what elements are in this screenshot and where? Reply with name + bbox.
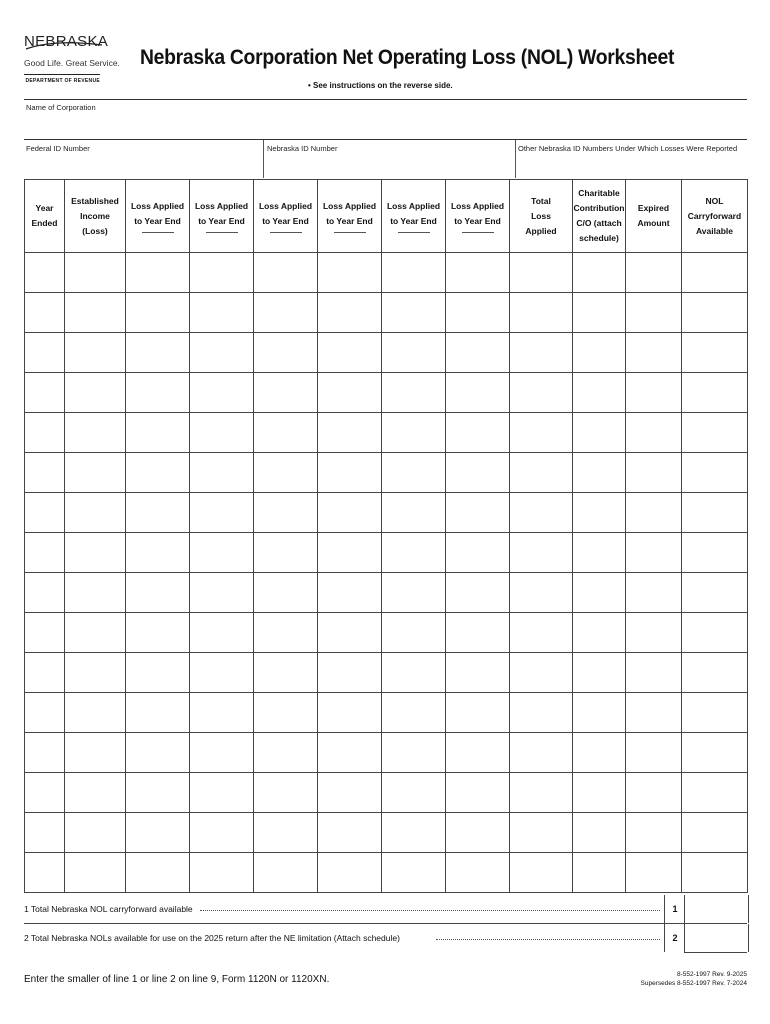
table-cell[interactable] [190,693,254,733]
leader-dots [200,910,660,911]
table-cell[interactable] [510,853,573,893]
table-cell[interactable] [446,453,510,493]
table-cell[interactable] [382,373,446,413]
column-header-text: Carryforward [687,210,742,221]
table-cell[interactable] [254,813,318,853]
table-cell[interactable] [25,733,65,773]
line-2-number: 2 [664,924,685,952]
table-cell[interactable] [190,453,254,493]
table-cell[interactable] [126,533,190,573]
table-cell[interactable] [25,453,65,493]
table-cell[interactable] [446,853,510,893]
table-row [25,693,748,733]
table-cell[interactable] [318,373,382,413]
table-cell[interactable] [254,613,318,653]
table-cell[interactable] [573,453,626,493]
table-row [25,333,748,373]
column-header [682,180,748,253]
table-cell[interactable] [126,293,190,333]
table-cell[interactable] [254,453,318,493]
table-cell[interactable] [190,533,254,573]
column-header-text: Total [531,195,551,206]
table-cell[interactable] [25,413,65,453]
table-cell[interactable] [318,773,382,813]
table-header-row [25,180,748,253]
column-header-text: C/O (attach [576,218,622,228]
table-cell[interactable] [573,613,626,653]
table-cell[interactable] [254,493,318,533]
table-cell[interactable] [573,853,626,893]
table-cell[interactable] [190,573,254,613]
table-cell[interactable] [626,493,682,533]
table-cell[interactable] [382,333,446,373]
table-cell[interactable] [446,773,510,813]
table-row [25,453,748,493]
table-cell[interactable] [382,573,446,613]
table-cell[interactable] [65,613,126,653]
column-header-text: to Year End [134,216,181,226]
table-cell[interactable] [25,373,65,413]
table-cell[interactable] [510,413,573,453]
table-cell[interactable] [318,533,382,573]
table-cell[interactable] [382,653,446,693]
column-header-text: Loss Applied [450,201,505,211]
column-header-text: Charitable [578,188,620,198]
column-header-text: Year [35,203,54,213]
table-cell[interactable] [682,853,748,893]
column-header-text: Loss Applied [130,201,185,211]
other-ids-field[interactable] [516,155,746,177]
table-cell[interactable] [65,293,126,333]
table-cell[interactable] [190,253,254,293]
table-cell[interactable] [25,573,65,613]
table-cell[interactable] [318,573,382,613]
column-header-text: Income [80,210,110,221]
table-cell[interactable] [446,653,510,693]
nebraska-id-field[interactable] [264,155,514,177]
table-row [25,373,748,413]
table-cell[interactable] [382,693,446,733]
table-cell[interactable] [682,813,748,853]
table-cell[interactable] [682,613,748,653]
column-header-text: Loss Applied [322,201,377,211]
table-cell[interactable] [190,293,254,333]
table-cell[interactable] [573,573,626,613]
table-cell[interactable] [573,693,626,733]
table-cell[interactable] [626,853,682,893]
table-row [25,853,748,893]
table-cell[interactable] [626,293,682,333]
table-cell[interactable] [626,333,682,373]
table-cell[interactable] [318,653,382,693]
table-cell[interactable] [254,573,318,613]
table-cell[interactable] [573,533,626,573]
other-ids-label: Other Nebraska ID Numbers Under Which Losses Were Reported [518,144,738,153]
table-row [25,293,748,333]
table-row [25,773,748,813]
table-cell[interactable] [573,293,626,333]
table-cell[interactable] [626,253,682,293]
table-cell[interactable] [510,533,573,573]
table-cell[interactable] [254,653,318,693]
table-cell[interactable] [126,813,190,853]
table-row [25,493,748,533]
table-cell[interactable] [510,253,573,293]
table-cell[interactable] [682,253,748,293]
table-cell[interactable] [626,813,682,853]
column-header [510,180,573,253]
table-cell[interactable] [510,373,573,413]
table-cell[interactable] [318,453,382,493]
table-cell[interactable] [254,253,318,293]
table-cell[interactable] [318,693,382,733]
table-cell[interactable] [254,733,318,773]
column-header-text: to Year End [390,216,437,226]
year-blank-line [142,232,174,233]
name-of-corporation-field[interactable] [24,114,747,138]
table-cell[interactable] [190,773,254,813]
table-cell[interactable] [126,693,190,733]
nebraska-id-label: Nebraska ID Number [267,144,338,153]
year-blank-line [462,232,494,233]
table-cell[interactable] [382,733,446,773]
table-cell[interactable] [65,693,126,733]
column-header [25,180,65,253]
column-header [446,180,510,253]
table-cell[interactable] [682,453,748,493]
table-cell[interactable] [25,693,65,733]
table-cell[interactable] [446,413,510,453]
form-title: Nebraska Corporation Net Operating Loss (NOL) Worksheet [140,46,675,69]
instructions-note: • See instructions on the reverse side. [308,81,453,90]
table-cell[interactable] [510,773,573,813]
table-cell[interactable] [446,373,510,413]
table-cell[interactable] [626,453,682,493]
table-cell[interactable] [446,733,510,773]
line-1-label: 1 Total Nebraska NOL carryforward available [24,904,193,914]
table-cell[interactable] [382,773,446,813]
table-cell[interactable] [510,493,573,533]
table-cell[interactable] [65,413,126,453]
summary-line-2 [24,924,747,952]
table-cell[interactable] [318,493,382,533]
table-cell[interactable] [65,493,126,533]
summary-bottom-rule [684,952,747,953]
table-row [25,413,748,453]
table-cell[interactable] [65,733,126,773]
table-cell[interactable] [126,373,190,413]
federal-id-field[interactable] [24,155,262,177]
table-cell[interactable] [682,733,748,773]
table-cell[interactable] [446,253,510,293]
table-cell[interactable] [126,493,190,533]
table-cell[interactable] [573,733,626,773]
table-cell[interactable] [446,533,510,573]
table-cell[interactable] [25,773,65,813]
table-cell[interactable] [446,333,510,373]
table-cell[interactable] [573,773,626,813]
table-cell[interactable] [126,413,190,453]
summary-line-1 [24,895,747,923]
supersedes-line: Supersedes 8-552-1997 Rev. 7-2024 [640,980,747,987]
column-header-text: NOL [705,195,724,206]
nol-worksheet-table [24,179,748,893]
logo-swoosh-icon [24,33,109,55]
table-cell[interactable] [382,853,446,893]
table-cell[interactable] [126,573,190,613]
table-cell[interactable] [254,373,318,413]
name-of-corporation-label: Name of Corporation [26,103,96,112]
table-cell[interactable] [126,853,190,893]
federal-id-label: Federal ID Number [26,144,90,153]
table-cell[interactable] [126,773,190,813]
table-cell[interactable] [682,293,748,333]
table-row [25,573,748,613]
table-cell[interactable] [318,613,382,653]
line-1-amount-field[interactable] [684,895,749,923]
line-1-number: 1 [664,895,685,923]
logo-wordmark: NEBRASKA [24,33,109,50]
table-cell[interactable] [682,573,748,613]
logo-department: DEPARTMENT OF REVENUE [24,74,100,84]
table-cell[interactable] [254,773,318,813]
table-cell[interactable] [573,493,626,533]
table-cell[interactable] [25,613,65,653]
table-cell[interactable] [65,253,126,293]
table-cell[interactable] [318,813,382,853]
table-cell[interactable] [190,613,254,653]
line-2-label: 2 Total Nebraska NOLs available for use on the 2025 return after the NE limitation (Attach schedule) [24,933,400,943]
table-cell[interactable] [626,373,682,413]
column-header-text: Ended [31,218,58,228]
column-header-text: to Year End [198,216,245,226]
column-header [382,180,446,253]
header-rule [24,99,747,100]
table-cell[interactable] [382,533,446,573]
table-cell[interactable] [682,653,748,693]
table-cell[interactable] [318,853,382,893]
revision-line: 8-552-1997 Rev. 9-2025 [677,971,747,978]
table-cell[interactable] [382,613,446,653]
column-header-text: Loss Applied [194,201,249,211]
table-cell[interactable] [626,693,682,733]
year-blank-line [398,232,430,233]
table-row [25,613,748,653]
table-cell[interactable] [573,333,626,373]
table-cell[interactable] [254,333,318,373]
column-header-text: Loss Applied [386,201,441,211]
table-row [25,733,748,773]
table-cell[interactable] [510,573,573,613]
column-header [254,180,318,253]
table-cell[interactable] [254,293,318,333]
table-cell[interactable] [318,253,382,293]
table-cell[interactable] [65,773,126,813]
table-cell[interactable] [573,253,626,293]
leader-dots [436,939,660,940]
year-blank-line [334,232,366,233]
table-cell[interactable] [510,453,573,493]
table-cell[interactable] [510,653,573,693]
table-cell[interactable] [254,853,318,893]
table-cell[interactable] [65,573,126,613]
table-cell[interactable] [682,493,748,533]
table-cell[interactable] [446,613,510,653]
table-cell[interactable] [65,533,126,573]
table-cell[interactable] [626,613,682,653]
table-cell[interactable] [190,333,254,373]
table-row [25,813,748,853]
table-cell[interactable] [318,413,382,453]
table-cell[interactable] [446,693,510,733]
table-cell[interactable] [510,333,573,373]
table-cell[interactable] [446,293,510,333]
column-header-text: Applied [525,225,557,236]
table-cell[interactable] [126,613,190,653]
table-cell[interactable] [626,573,682,613]
table-cell[interactable] [25,853,65,893]
table-cell[interactable] [190,853,254,893]
table-cell[interactable] [190,653,254,693]
column-header-text: Loss Applied [258,201,313,211]
table-cell[interactable] [126,333,190,373]
column-header-text: to Year End [326,216,373,226]
table-cell[interactable] [510,813,573,853]
table-cell[interactable] [190,413,254,453]
column-header-text: to Year End [454,216,501,226]
year-blank-line [206,232,238,233]
nebraska-logo [24,33,120,84]
column-header-text: Established [71,195,119,206]
table-cell[interactable] [190,813,254,853]
column-header [318,180,382,253]
column-header-text: Available [695,225,733,236]
table-cell[interactable] [382,493,446,533]
column-header [65,180,126,253]
table-cell[interactable] [318,333,382,373]
table-cell[interactable] [382,413,446,453]
table-cell[interactable] [254,413,318,453]
table-cell[interactable] [318,733,382,773]
table-cell[interactable] [254,693,318,733]
table-cell[interactable] [65,813,126,853]
column-header-text: Contribution [573,203,625,213]
column-header-text: schedule) [579,233,619,243]
table-cell[interactable] [626,413,682,453]
table-cell[interactable] [446,573,510,613]
column-header-text: Expired [637,203,670,213]
column-header [190,180,254,253]
line-2-amount-field[interactable] [684,924,749,952]
table-cell[interactable] [446,813,510,853]
table-row [25,653,748,693]
table-cell[interactable] [25,293,65,333]
table-cell[interactable] [573,653,626,693]
table-cell[interactable] [573,413,626,453]
table-cell[interactable] [25,653,65,693]
logo-tagline: Good Life. Great Service. [24,58,120,68]
table-cell[interactable] [65,373,126,413]
column-header [126,180,190,253]
table-cell[interactable] [25,533,65,573]
column-header-text: to Year End [262,216,309,226]
column-header [573,180,626,253]
table-cell[interactable] [126,453,190,493]
table-cell[interactable] [682,533,748,573]
table-cell[interactable] [510,613,573,653]
table-cell[interactable] [682,773,748,813]
table-cell[interactable] [682,333,748,373]
table-cell[interactable] [382,813,446,853]
table-cell[interactable] [190,733,254,773]
table-cell[interactable] [682,373,748,413]
table-cell[interactable] [126,253,190,293]
table-cell[interactable] [25,253,65,293]
table-cell[interactable] [682,413,748,453]
table-cell[interactable] [382,453,446,493]
table-cell[interactable] [446,493,510,533]
table-cell[interactable] [65,853,126,893]
table-cell[interactable] [382,253,446,293]
year-blank-line [270,232,302,233]
table-cell[interactable] [25,333,65,373]
table-row [25,533,748,573]
table-cell[interactable] [126,733,190,773]
table-cell[interactable] [254,533,318,573]
table-cell[interactable] [190,493,254,533]
field-rule [24,139,747,140]
table-cell[interactable] [573,813,626,853]
column-header [626,180,682,253]
table-cell[interactable] [318,293,382,333]
table-cell[interactable] [510,293,573,333]
table-cell[interactable] [382,293,446,333]
table-row [25,253,748,293]
column-header-text: Amount [637,218,670,228]
table-cell[interactable] [65,453,126,493]
table-cell[interactable] [573,373,626,413]
table-cell[interactable] [626,533,682,573]
table-cell[interactable] [626,653,682,693]
table-cell[interactable] [25,813,65,853]
table-cell[interactable] [626,733,682,773]
table-cell[interactable] [25,493,65,533]
column-header-text: (Loss) [82,225,108,236]
footer-note: Enter the smaller of line 1 or line 2 on line 9, Form 1120N or 1120XN. [24,974,330,985]
table-cell[interactable] [626,773,682,813]
table-cell[interactable] [510,693,573,733]
table-cell[interactable] [65,333,126,373]
revision-info [641,970,747,988]
table-cell[interactable] [65,653,126,693]
column-header-text: Loss [531,210,551,221]
table-cell[interactable] [126,653,190,693]
table-cell[interactable] [510,733,573,773]
table-cell[interactable] [190,373,254,413]
table-cell[interactable] [682,693,748,733]
